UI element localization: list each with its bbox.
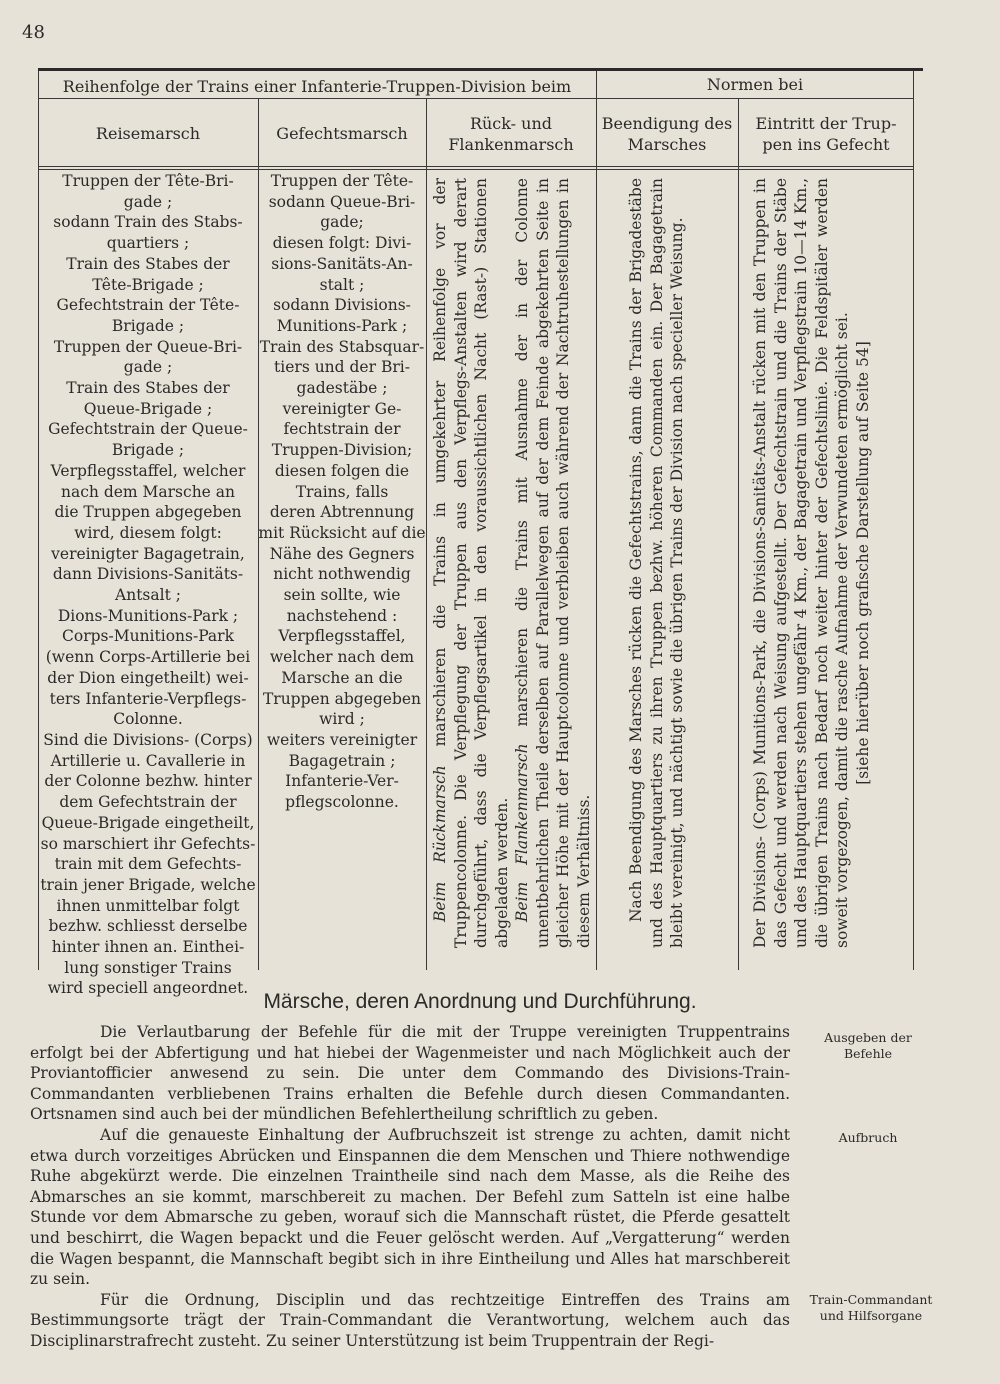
col-rueckmarsch-text (430, 178, 594, 948)
gefechtsmarsch-line: sodann Divisions- (273, 296, 411, 315)
reisemarsch-line: quartiers ; (106, 234, 190, 253)
reisemarsch-line: train jener Brigade, welche (40, 875, 256, 894)
reisemarsch-line: Queue-Brigade eingetheilt, (41, 813, 255, 832)
reisemarsch-line: bezhw. schliesst derselbe (48, 917, 248, 936)
gefechtsmarsch-line: nachstehend : (286, 606, 398, 625)
header-group-right: Normen bei (706, 75, 804, 94)
reisemarsch-line: wird, diesem folgt: (74, 523, 222, 542)
reisemarsch-line: train mit dem Gefechts- (54, 855, 242, 874)
gefechtsmarsch-line: weiters vereinigter (266, 730, 418, 749)
margin-note-aufbruch: Aufbruch (838, 1130, 898, 1145)
reisemarsch-line: vereinigter Bagagetrain, (51, 544, 245, 563)
gefechtsmarsch-line: diesen folgen die (274, 461, 410, 480)
reisemarsch-line: dem Gefechtstrain der (59, 793, 237, 812)
table-right-border (913, 71, 914, 970)
gefechtsmarsch-line: tiers und der Bri- (274, 358, 410, 377)
reisemarsch-line: Train des Stabes der (66, 254, 230, 273)
reisemarsch-line: sodann Train des Stabs- (53, 213, 243, 232)
reisemarsch-line: Truppen der Queue-Bri- (53, 337, 243, 356)
reisemarsch-line: Gefechtstrain der Queue- (48, 420, 248, 439)
col-beendigung-wrap (626, 178, 726, 948)
gefechtsmarsch-line: gade; (320, 213, 364, 232)
reisemarsch-line: wird speciell angeordnet. (47, 979, 249, 998)
paragraph-befehle: Die Verlautbarung der Befehle für die mit der Truppe vereinigten Truppentrains erfolgt bei der Abfertigung und hat hiebei der Wagenmeister und nach Möglichkeit auch der Proviantofficier anwesend zu sein. Die unter dem Commando des Divisions-Train-Commandanten verbliebenen Trains erhalten die Befehle durch diesen Commandanten. Ortsnamen sind auch bei der mündlichen Befehlertheilung schriftlich zu geben. (30, 1023, 790, 1124)
col-header-gefechtsmarsch: Gefechtsmarsch (276, 124, 408, 143)
paragraph-aufbruch: Auf die genaueste Einhaltung der Aufbruchszeit ist strenge zu achten, damit nicht etwa durch vorzeitiges Abrücken und Einspannen die dem Menschen und Thiere nothwendige Ruhe abgekürzt werde. Die einzelnen Traintheile sind nach dem Masse, als die Reihe des Abmarsches an sie kommt, marschbereit zu machen. Der Befehl zum Satteln ist eine halbe Stunde vor dem Abmarsche zu geben, worauf sich die Mannschaft rüstet, die Pferde gesattelt und beschirrt, die Wagen bepackt und die Feuer gelöscht werden. Auf „Vergatterung“ werden die Wagen bespannt, die Mannschaft begibt sich in ihre Eintheilung und Alles hat marschbereit zu sein. (30, 1125, 790, 1289)
gefechtsmarsch-line: Truppen-Division; (271, 441, 413, 460)
reisemarsch-line: ihnen unmittelbar folgt (56, 896, 240, 915)
gefechtsmarsch-line: fechtstrain der (283, 420, 401, 439)
reisemarsch-line: der Dion eingetheilt) wei- (47, 668, 249, 687)
gefechtsmarsch-line: welcher nach dem (269, 648, 415, 667)
gefechtsmarsch-line: Verpflegsstaffel, (278, 627, 406, 646)
gefechtsmarsch-line: stalt ; (319, 275, 365, 294)
body-text (30, 1022, 790, 1352)
reisemarsch-line: Train des Stabes der (66, 379, 230, 398)
gefechtsmarsch-line: sein sollte, wie (283, 586, 401, 605)
reisemarsch-line: der Colonne bezhw. hinter (44, 772, 252, 791)
gefechtsmarsch-line: vereinigter Ge- (282, 399, 402, 418)
col-beendigung-text (626, 178, 688, 948)
col-header-reisemarsch: Reisemarsch (95, 124, 201, 143)
header-group-left: Reihenfolge der Trains einer Infanterie-Truppen-Division beim (62, 77, 572, 96)
reisemarsch-line: Verpflegsstaffel, welcher (50, 461, 246, 480)
page-number: 48 (22, 22, 45, 43)
col-gefechtsmarsch-text (258, 171, 426, 813)
reisemarsch-line: Sind die Divisions- (Corps) (43, 730, 253, 749)
gefechtsmarsch-line: Bagagetrain ; (288, 751, 396, 770)
gefechtsmarsch-line: Truppen abgegeben (262, 689, 422, 708)
reisemarsch-line: Colonne. (113, 710, 183, 729)
gefechtsmarsch-line: sodann Queue-Bri- (268, 192, 416, 211)
header-bottom-rule (38, 166, 914, 167)
group-divider (596, 71, 597, 970)
reisemarsch-line: Truppen der Tête-Bri- (62, 172, 234, 190)
label-rueckmarsch: Beim Rückmarsch (431, 765, 449, 922)
reisemarsch-line: Dions-Munitions-Park ; (57, 606, 239, 625)
gefechtsmarsch-line: Nähe des Gegners (269, 544, 415, 563)
gefechtsmarsch-line: gadestäbe ; (296, 379, 388, 398)
gefechtsmarsch-line: Munitions-Park ; (276, 316, 408, 335)
flankenmarsch-paragraph: marschieren die Trains mit Ausnahme der in der Colonne unentbehrlichen Theile derselben auf Parallelwegen auf der dem Feinde abgekehrten Seite in gleicher Höhe mit der Hauptcolonne und verbleiben auch während der Nachtruhestellungen in diesem Verhältniss. (513, 178, 593, 948)
section-title: Märsche, deren Anordnung und Durchführung. (263, 990, 697, 1013)
col-divider-2 (426, 98, 427, 970)
beendigung-paragraph: Nach Beendigung des Marsches rücken die Gefechtstrains, dann die Trains der Brigadestäbe und des Hauptquartiers zu ihren Truppen bezhw. höheren Commanden ein. Der Bagagetrain bleibt vereinigt, und nächtigt sowie die übrigen Trains der Division nach specieller Weisung. (627, 178, 686, 948)
reisemarsch-line: Artillerie u. Cavallerie in (50, 751, 246, 770)
reisemarsch-line: gade ; (123, 358, 173, 377)
reisemarsch-line: so marschiert ihr Gefechts- (40, 834, 256, 853)
reisemarsch-line: Brigade ; (111, 316, 185, 335)
reisemarsch-line: dann Divisions-Sanitäts- (52, 565, 244, 584)
reisemarsch-line: hinter ihnen an. Einthei- (51, 938, 245, 957)
col-divider-4 (738, 98, 739, 970)
eintritt-reference: [siehe hierüber noch grafische Darstellung auf Seite 54] (853, 341, 872, 785)
col-header-beendigung: Beendigung des Marsches (601, 114, 733, 154)
reisemarsch-line: Queue-Brigade ; (83, 399, 213, 418)
gefechtsmarsch-line: Train des Stabsquar- (259, 337, 425, 356)
reisemarsch-line: Tête-Brigade ; (92, 275, 204, 294)
gefechtsmarsch-line: nicht nothwendig (273, 565, 411, 584)
gefechtsmarsch-line: wird ; (319, 710, 365, 729)
col-rueckmarsch-wrap (430, 178, 594, 948)
gefechtsmarsch-line: deren Abtrennung (269, 503, 415, 522)
reisemarsch-line: (wenn Corps-Artillerie bei (45, 648, 251, 667)
margin-note-befehle: Ausgeben der Befehle (824, 1030, 912, 1061)
eintritt-paragraph: Der Divisions- (Corps) Munitions-Park, die Divisions-Sanitäts-Anstalt rücken mit den Truppen in das Gefecht und werden nach Weisung aufgestellt. Der Gefechtstrain und die Trains der Stäbe und des Hauptquartiers stehen ungefähr 4 Km., der Bagagetrain und Verpflegstrain 10—14 Km., die übrigen Trains nach Bedarf noch weiter hinter der Gefechtslinie. Die Feldspitäler werden soweit vorgezogen, damit die rasche Aufnahme der Verwundeten ermöglicht sei. (751, 178, 851, 948)
header-divider-right (596, 98, 914, 99)
gefechtsmarsch-line: Marsche an die (281, 668, 403, 687)
reisemarsch-line: lung sonstiger Trains (64, 958, 232, 977)
reisemarsch-line: Corps-Munitions-Park (62, 627, 234, 646)
reisemarsch-line: Gefechtstrain der Tête- (56, 296, 240, 315)
gefechtsmarsch-line: mit Rücksicht auf die (258, 523, 426, 542)
margin-note-train-commandant: Train-Commandant und Hilfsorgane (809, 1292, 933, 1323)
header-bottom-rule-2 (38, 169, 914, 170)
gefechtsmarsch-line: Truppen der Tête- (270, 172, 414, 190)
rueckmarsch-paragraph: marschieren die Trains in umgekehrter Reihenfolge vor der Truppencolonne. Die Verpflegung der Truppen aus den Verpflegs-Anstalten wird derart durchgeführt, dass die Verpflegsartikel in den voraussichtlichen Nacht (Rast-) Stationen abgeladen werden. (431, 178, 511, 948)
reisemarsch-line: Antsalt ; (115, 586, 181, 605)
paragraph-train-commandant: Für die Ordnung, Disciplin und das rechtzeitige Eintreffen des Trains am Bestimmungsorte trägt der Train-Commandant die Verantwortung, welchem auch das Disciplinarstrafrecht zusteht. Zu seiner Unterstützung ist beim Truppentrain der Regi- (30, 1290, 790, 1350)
reisemarsch-line: Brigade ; (111, 441, 185, 460)
train-order-table (38, 68, 923, 998)
col-reisemarsch-text (38, 171, 258, 999)
gefechtsmarsch-line: pflegscolonne. (285, 793, 399, 812)
reisemarsch-line: gade ; (123, 192, 173, 211)
reisemarsch-line: die Truppen abgegeben (54, 503, 242, 522)
label-flankenmarsch: Beim Flankenmarsch (513, 743, 531, 922)
gefechtsmarsch-line: Trains, falls (295, 482, 389, 501)
col-eintritt-wrap (750, 178, 910, 948)
col-header-rueckmarsch: Rück- und Flankenmarsch (448, 114, 574, 154)
reisemarsch-line: ters Infanterie-Verpflegs- (49, 689, 247, 708)
gefechtsmarsch-line: Infanterie-Ver- (285, 772, 399, 791)
col-header-eintritt: Eintritt der Trup- pen ins Gefecht (755, 114, 897, 154)
col-eintritt-text (750, 178, 873, 948)
gefechtsmarsch-line: sions-Sanitäts-An- (271, 254, 413, 273)
reisemarsch-line: nach dem Marsche an (61, 482, 235, 501)
header-divider-left (38, 98, 596, 99)
gefechtsmarsch-line: diesen folgt: Divi- (272, 234, 412, 253)
table-top-rule (38, 68, 923, 71)
